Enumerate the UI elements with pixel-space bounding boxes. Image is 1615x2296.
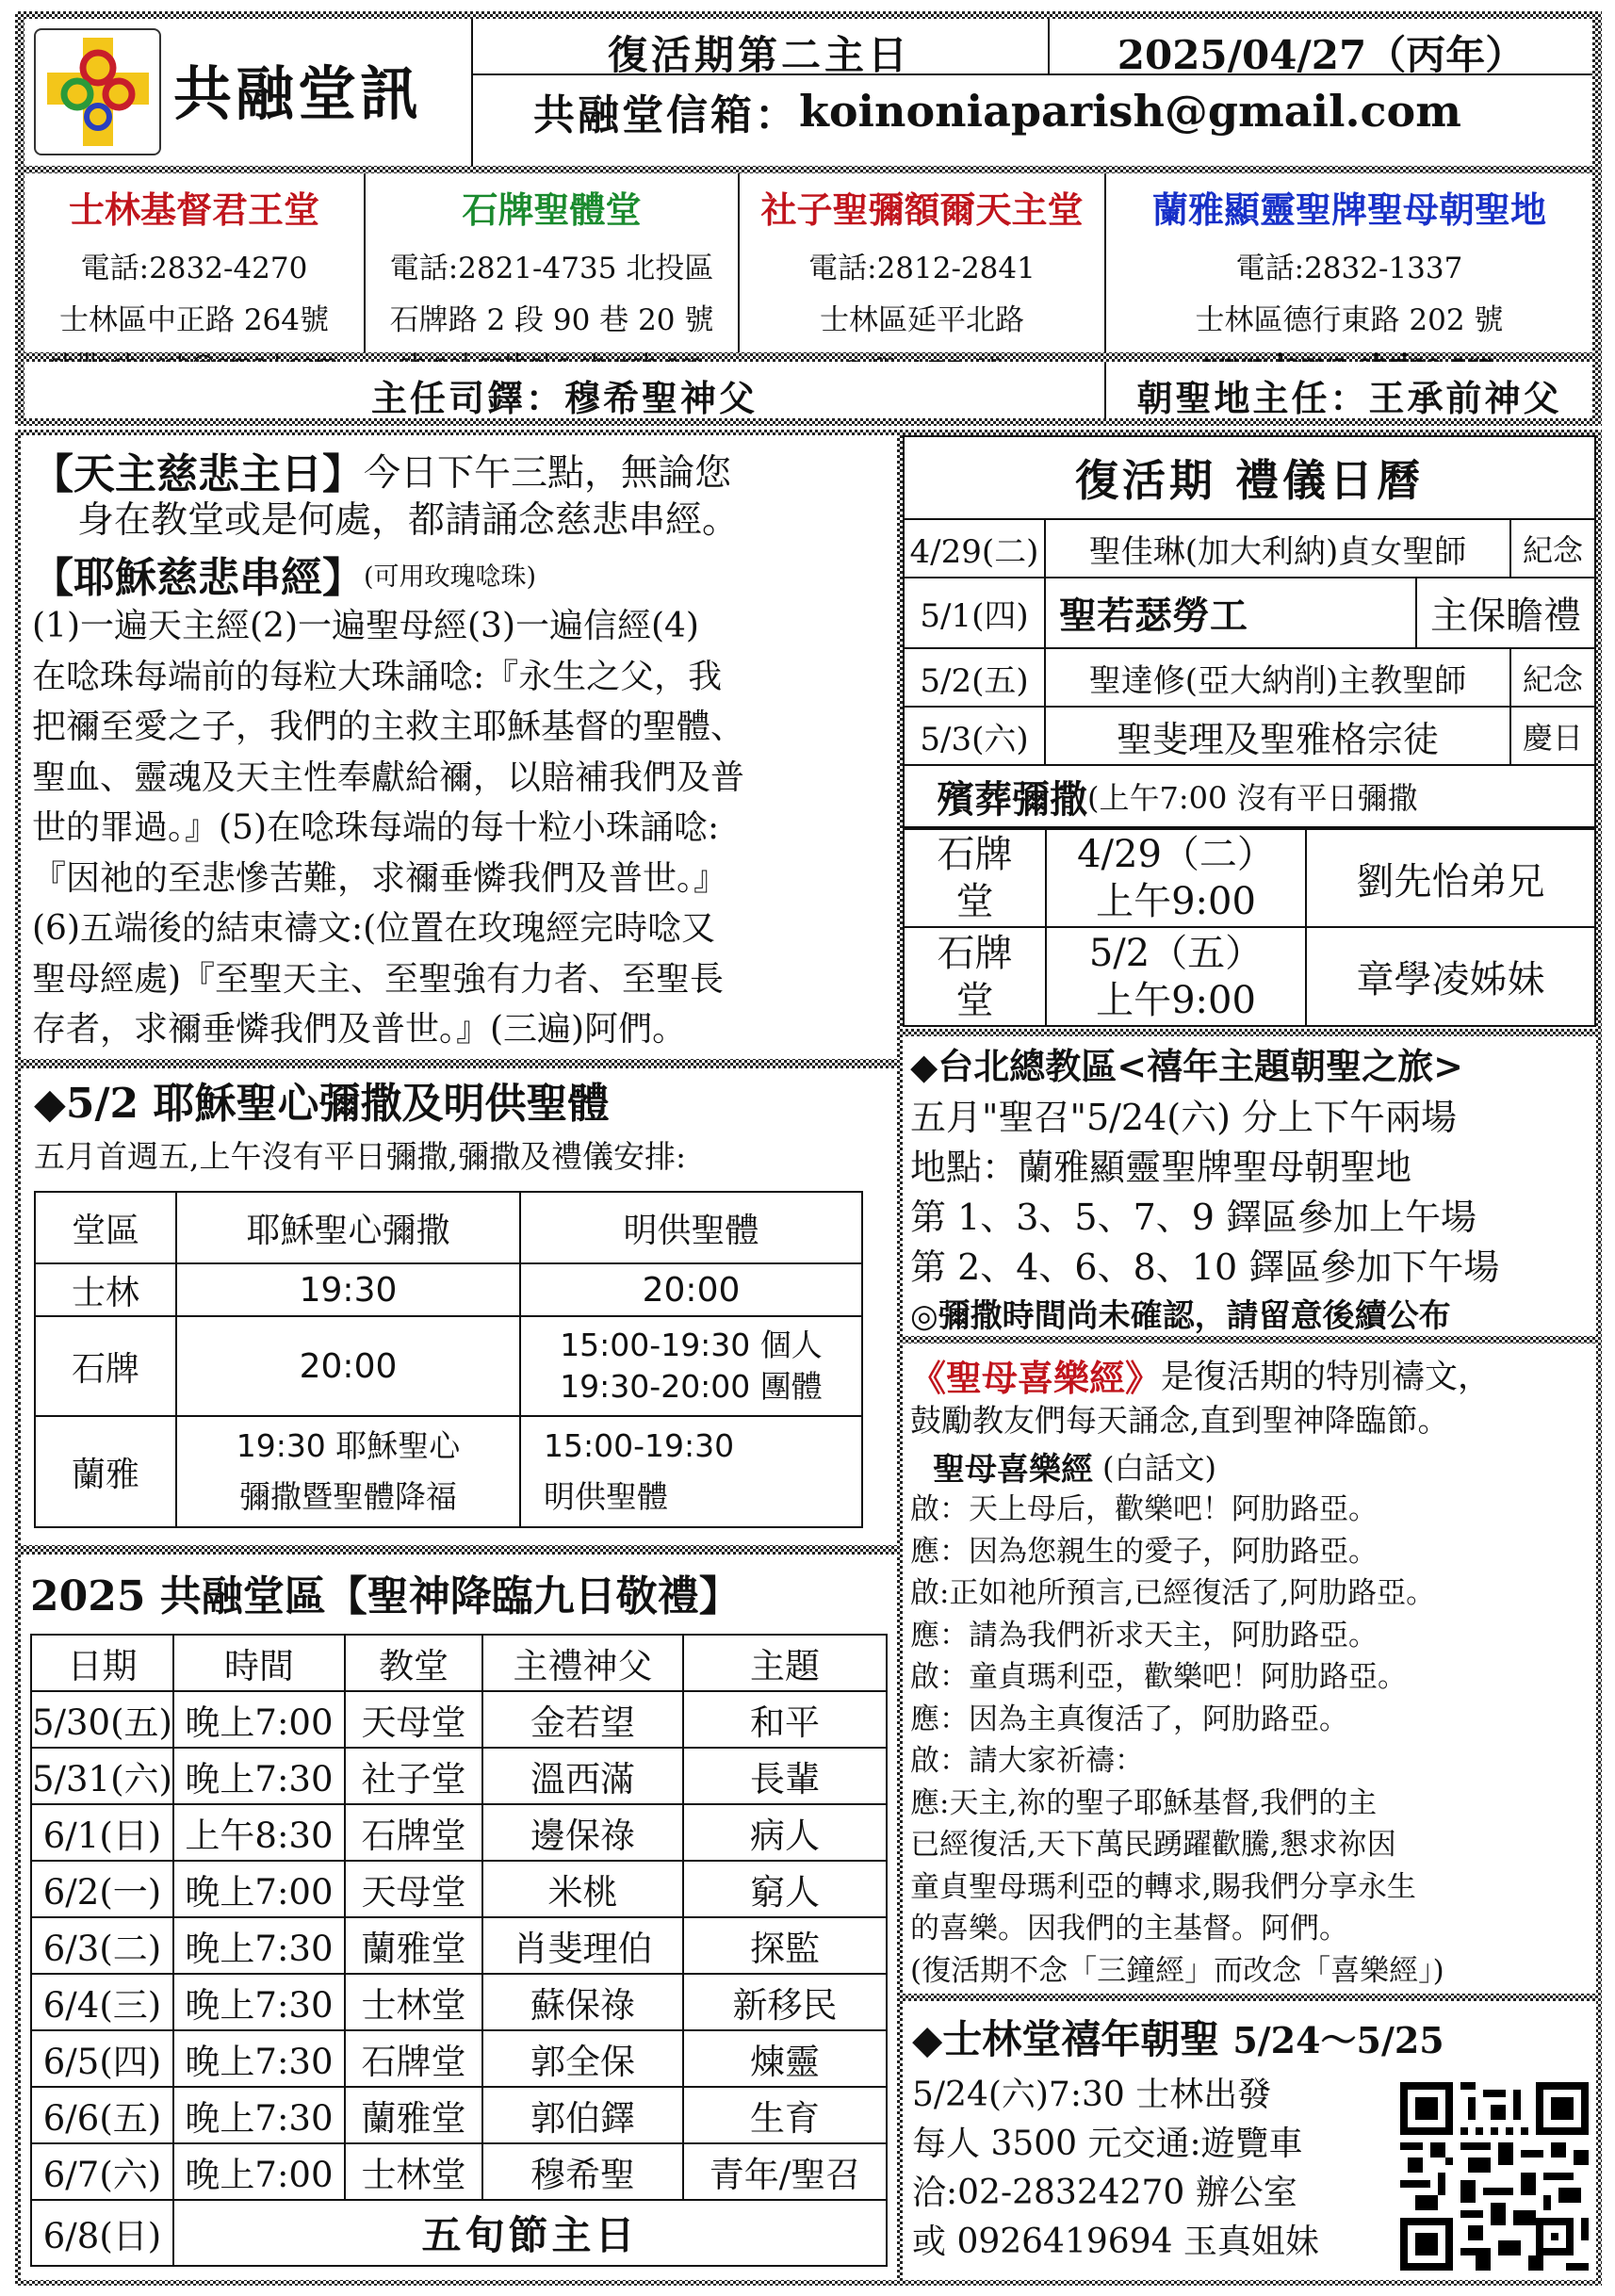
pilgrimage-title: ◆台北總教區<禧年主題朝聖之旅> [910,1045,1463,1087]
mass-cell [176,1416,520,1527]
shrine-director: 朝聖地主任：王承前神父 [1136,377,1562,419]
table-header: 明供聖體 [520,1192,862,1263]
funeral-time: 上午9:00 [1096,880,1256,923]
theme-cell: 青年/聖召 [683,2143,887,2200]
church-phone: 電話:2832-4270 [80,252,308,285]
church-cell [905,829,1046,927]
feast-cell: 聖佳琳(加大利納)貞女聖師 [1045,519,1510,578]
time-cell: 晚上7:30 [173,1748,345,1804]
jubilee-dates: 5/24～5/25 [1232,2018,1444,2061]
theme-cell: 長輩 [683,1748,887,1804]
calendar-title: 復活期 禮儀日曆 [904,436,1595,519]
novena-title: 2025 共融堂區【聖神降臨九日敬禮】 [30,1572,741,1620]
table-header: 日期 [31,1635,173,1691]
church-cell: 天母堂 [345,1691,482,1748]
pilgrimage-line: 五月"聖召"5/24(六) 分上下午兩場 [910,1097,1458,1138]
deceased-cell: 章學凌姊妹 [1306,927,1594,1025]
date-cell: 6/3(二) [31,1917,173,1974]
parish-cell: 石牌 [35,1316,176,1416]
bulletin-date: 2025/04/27（丙年） [1117,32,1525,78]
header-panel [24,19,1592,166]
table-row [31,2200,887,2266]
celebrant-cell: 邊保祿 [482,1804,683,1861]
church-phone: 電話:2821-4735 北投區 [389,252,714,285]
feast-name: 聖若瑟勞工 [1059,594,1248,638]
regina-caeli-section [903,1343,1596,1994]
prayer-line: 應：請為我們祈求天主，阿肋路亞。 [910,1618,1378,1653]
prayer-line: (復活期不念「三鐘經」而改念「喜樂經」) [910,1953,1444,1988]
chaplet-line: 聖血、靈魂及天主性奉獻給禰，以賠補我們及普 [32,757,745,797]
church-name: 社子聖彌額爾天主堂 [760,188,1084,231]
prayer-line: 應：因為您親生的愛子，阿肋路亞。 [910,1534,1378,1569]
date-cell: 5/2(五) [904,648,1045,707]
pilgrimage-line: 第 1、3、5、7、9 鐸區參加上午場 [910,1197,1477,1238]
chaplet-line: (6)五端後的結束禱文:(位置在玫瑰經完時唸又 [32,909,716,948]
table-row [904,648,1595,707]
church-card-shilin [24,173,364,377]
shilin-jubilee-pilgrimage [903,2001,1596,2280]
funeral-note: (上午7:00 沒有平日彌撒 [1087,780,1418,816]
church-address: 士林區延平北路 [820,303,1024,337]
church-name: 蘭雅顯靈聖牌聖母朝聖地 [1151,188,1546,231]
church-cell: 蘭雅堂 [345,2087,482,2143]
chaplet-line: 聖母經處)『至聖天主、至聖強有力者、至聖長 [32,959,725,999]
prayer-line: 應:天主,祢的聖子耶穌基督,我們的主 [910,1785,1378,1820]
date-cell: 6/7(六) [31,2143,173,2200]
church-name: 石牌聖體堂 [462,188,642,231]
jubilee-line: 5/24(六)7:30 士林出發 [912,2076,1272,2114]
date-cell: 5/1(四) [904,578,1045,648]
regina-subtitle-note: (白話文) [1102,1450,1216,1486]
mass-line: 19:30 耶穌聖心 [236,1427,461,1464]
church-address: 士林區中正路 264號 [58,303,330,337]
table-header: 教堂 [345,1635,482,1691]
church-address: 石牌路 2 段 90 巷 20 號 [389,303,714,337]
parish-cell: 蘭雅 [35,1416,176,1527]
church-card-lanya [1106,173,1592,377]
table-header: 堂區 [35,1192,176,1263]
chaplet-line: 『因祂的至悲慘苦難，求禰垂憐我們及普世。』 [32,858,728,898]
church-phone: 電話:2832-1337 [1235,252,1463,285]
church-card-shipai [366,173,738,377]
prayer-line: 已經復活,天下萬民踴躍歡騰,懇求祢因 [910,1828,1396,1862]
liturgical-sunday: 復活期第二主日 [607,32,911,78]
theme-cell: 新移民 [683,1974,887,2030]
date-cell: 6/8(日) [31,2200,173,2266]
qr-code-icon[interactable] [1400,2082,1589,2271]
church-name: 石牌堂 [937,833,1013,923]
church-directory [24,173,1592,352]
date-cell: 6/6(五) [31,2087,173,2143]
church-phone: 電話:2812-2841 [808,252,1036,285]
chaplet-note: (可用玫瑰唸珠) [364,562,537,592]
church-cell: 天母堂 [345,1861,482,1917]
church-name: 士林基督君王堂 [68,188,319,231]
rank-cell: 紀念 [1510,519,1595,578]
time-cell: 晚上7:30 [173,1917,345,1974]
chaplet-line: 存者，求禰垂憐我們及普世。』(三遍)阿們。 [32,1010,687,1049]
time-cell: 晚上7:30 [173,1974,345,2030]
date-cell: 6/2(一) [31,1861,173,1917]
liturgical-calendar [903,435,1596,1029]
celebrant-cell: 郭全保 [482,2030,683,2087]
regina-subtitle: 聖母喜樂經 [933,1450,1093,1489]
jubilee-line: 或 0926419694 玉真姐妹 [912,2223,1319,2261]
calendar-table [903,435,1596,766]
time-cell: 晚上7:00 [173,1861,345,1917]
table-row [904,578,1595,648]
prayer-line: 啟：天上母后，歡樂吧！阿肋路亞。 [910,1492,1378,1526]
church-cell: 社子堂 [345,1748,482,1804]
regina-prayer [910,1489,1589,1992]
adoration-cell [520,1316,862,1416]
table-row [904,707,1595,765]
celebrant-cell: 蘇保祿 [482,1974,683,2030]
pilgrimage-line: 地點：蘭雅顯靈聖牌聖母朝聖地 [910,1147,1412,1188]
celebrant-cell: 郭伯鐸 [482,2087,683,2143]
clergy-bar [24,362,1592,418]
funeral-title: 殯葬彌撒 [937,776,1087,822]
regina-title: 《聖母喜樂經》 [910,1356,1162,1399]
table-row [31,2143,887,2200]
divine-mercy-section [21,435,897,1059]
adoration-cell [520,1416,862,1527]
pastor-name: 主任司鐸：穆希聖神父 [370,377,758,419]
table-row [35,1263,862,1316]
prayer-line: 啟：童貞瑪利亞，歡樂吧！阿肋路亞。 [910,1660,1407,1694]
time-cell: 晚上7:30 [173,2030,345,2087]
chaplet-title: 【耶穌慈悲串經】 [32,554,364,602]
table-row [905,927,1594,1025]
pilgrimage-note: ◎彌撒時間尚未確認，請留意後續公布 [910,1297,1451,1335]
church-name: 石牌堂 [937,931,1013,1022]
theme-cell: 探監 [683,1917,887,1974]
table-row [31,1917,887,1974]
theme-cell: 生育 [683,2087,887,2143]
rank-label: 主保瞻禮 [1415,578,1594,647]
time-cell: 上午8:30 [173,1804,345,1861]
mailbox-label: 共融堂信箱： [533,91,799,139]
chaplet-line: 把禰至愛之子，我們的主救主耶穌基督的聖體、 [32,708,745,746]
parish-email-link[interactable]: koinoniaparish@gmail.com [799,86,1461,137]
novena-section [21,1555,897,2280]
table-header: 時間 [173,1635,345,1691]
date-cell: 6/1(日) [31,1804,173,1861]
theme-cell: 煉靈 [683,2030,887,2087]
pilgrimage-line: 第 2、4、6、8、10 鐸區參加下午場 [910,1246,1500,1288]
table-row [31,1861,887,1917]
prayer-line: 的喜樂。因我們的主基督。阿們。 [910,1912,1348,1946]
prayer-line: 童貞聖母瑪利亞的轉求,賜我們分享永生 [910,1869,1416,1904]
table-row [31,1804,887,1861]
regina-intro: 鼓勵教友們每天誦念,直到聖神降臨節。 [910,1402,1449,1439]
datetime-cell [1046,829,1306,927]
funeral-time: 上午9:00 [1096,978,1256,1022]
rank-cell: 紀念 [1510,648,1595,707]
prayer-line: 啟:正如祂所預言,已經復活了,阿肋路亞。 [910,1576,1436,1610]
novena-table [30,1634,888,2267]
mass-cell: 20:00 [176,1316,520,1416]
mercy-title: 【天主慈悲主日】 [32,450,364,498]
prayer-line: 應：因為主真復活了，阿肋路亞。 [910,1702,1348,1736]
jubilee-line: 洽:02-28324270 辦公室 [912,2174,1297,2212]
pentecost-label: 五旬節主日 [173,2200,887,2266]
date-cell: 5/31(六) [31,1748,173,1804]
table-row [31,1748,887,1804]
adoration-line: 19:30-20:00 團體 [560,1368,823,1405]
church-card-shezi [740,173,1104,390]
table-row [31,2030,887,2087]
jubilee-line: 每人 3500 元交通:遊覽車 [912,2125,1303,2163]
date-cell: 4/29(二) [904,519,1045,578]
church-cell [905,927,1046,1025]
jubilee-title: ◆士林堂禧年朝聖 [912,2016,1220,2062]
feast-cell [1045,578,1595,648]
church-cell: 蘭雅堂 [345,1917,482,1974]
table-row [904,519,1595,578]
prayer-line: 啟：請大家祈禱： [910,1744,1144,1778]
date-cell: 6/5(四) [31,2030,173,2087]
funeral-mass-block [903,766,1596,1027]
mass-line: 彌撒暨聖體降福 [239,1478,457,1515]
table-row [31,2087,887,2143]
rank-cell: 慶日 [1510,707,1595,765]
celebrant-cell: 穆希聖 [482,2143,683,2200]
bulletin-title: 共融堂訊 [173,59,423,128]
table-row [905,829,1594,927]
regina-lead: 是復活期的特別禱文， [1161,1359,1492,1396]
table-header: 主題 [683,1635,887,1691]
table-header: 主禮神父 [482,1635,683,1691]
archdiocese-pilgrimage [903,1036,1596,1336]
church-address: 士林區德行東路 202 號 [1195,303,1504,337]
celebrant-cell: 溫西滿 [482,1748,683,1804]
chaplet-instructions [32,601,886,1055]
parish-logo [34,28,161,155]
table-row [31,1974,887,2030]
feast-cell: 聖斐理及聖雅格宗徒 [1045,707,1510,765]
celebrant-cell: 金若望 [482,1691,683,1748]
datetime-cell [1046,927,1306,1025]
table-row [35,1316,862,1416]
time-cell: 晚上7:00 [173,1691,345,1748]
date-cell: 5/3(六) [904,707,1045,765]
time-cell: 晚上7:00 [173,2143,345,2200]
adoration-cell: 20:00 [520,1263,862,1316]
feast-cell: 聖達修(亞大納削)主教聖師 [1045,648,1510,707]
table-row [31,1691,887,1748]
church-cell: 石牌堂 [345,1804,482,1861]
funeral-table [905,828,1594,1025]
theme-cell: 病人 [683,1804,887,1861]
table-header: 耶穌聖心彌撒 [176,1192,520,1263]
mass-cell: 19:30 [176,1263,520,1316]
date-cell: 6/4(三) [31,1974,173,2030]
parish-cell: 士林 [35,1263,176,1316]
church-cell: 士林堂 [345,1974,482,2030]
chaplet-line: 世的罪過。』(5)在唸珠每端的每十粒小珠誦唸: [32,808,720,847]
sacred-heart-table [34,1191,863,1528]
celebrant-cell: 米桃 [482,1861,683,1917]
sacred-heart-section [21,1068,897,1545]
sacred-heart-title: ◆5/2 耶穌聖心彌撒及明供聖體 [34,1080,610,1128]
theme-cell: 和平 [683,1691,887,1748]
date-cell: 5/30(五) [31,1691,173,1748]
time-cell: 晚上7:30 [173,2087,345,2143]
church-cell: 石牌堂 [345,2030,482,2087]
adoration-line: 15:00-19:30 個人 [560,1327,823,1363]
theme-cell: 窮人 [683,1861,887,1917]
mercy-line: 身在教堂或是何處，都請誦念慈悲串經。 [77,499,740,542]
sacred-heart-subtitle: 五月首週五,上午沒有平日彌撒,彌撒及禮儀安排: [34,1138,687,1175]
adoration-line: 明供聖體 [544,1478,668,1515]
mercy-lead: 今日下午三點，無論您 [364,452,732,495]
table-row [35,1416,862,1527]
funeral-date: 5/2（五） [1088,931,1264,975]
chaplet-line: 在唸珠每端前的每粒大珠誦唸:『永生之父，我 [32,657,723,696]
church-cell: 士林堂 [345,2143,482,2200]
deceased-cell: 劉先怡弟兄 [1306,829,1594,927]
celebrant-cell: 肖斐理伯 [482,1917,683,1974]
funeral-date: 4/29（二） [1077,833,1275,876]
chaplet-line: (1)一遍天主經(2)一遍聖母經(3)一遍信經(4) [32,607,699,645]
adoration-line: 15:00-19:30 [544,1427,735,1464]
